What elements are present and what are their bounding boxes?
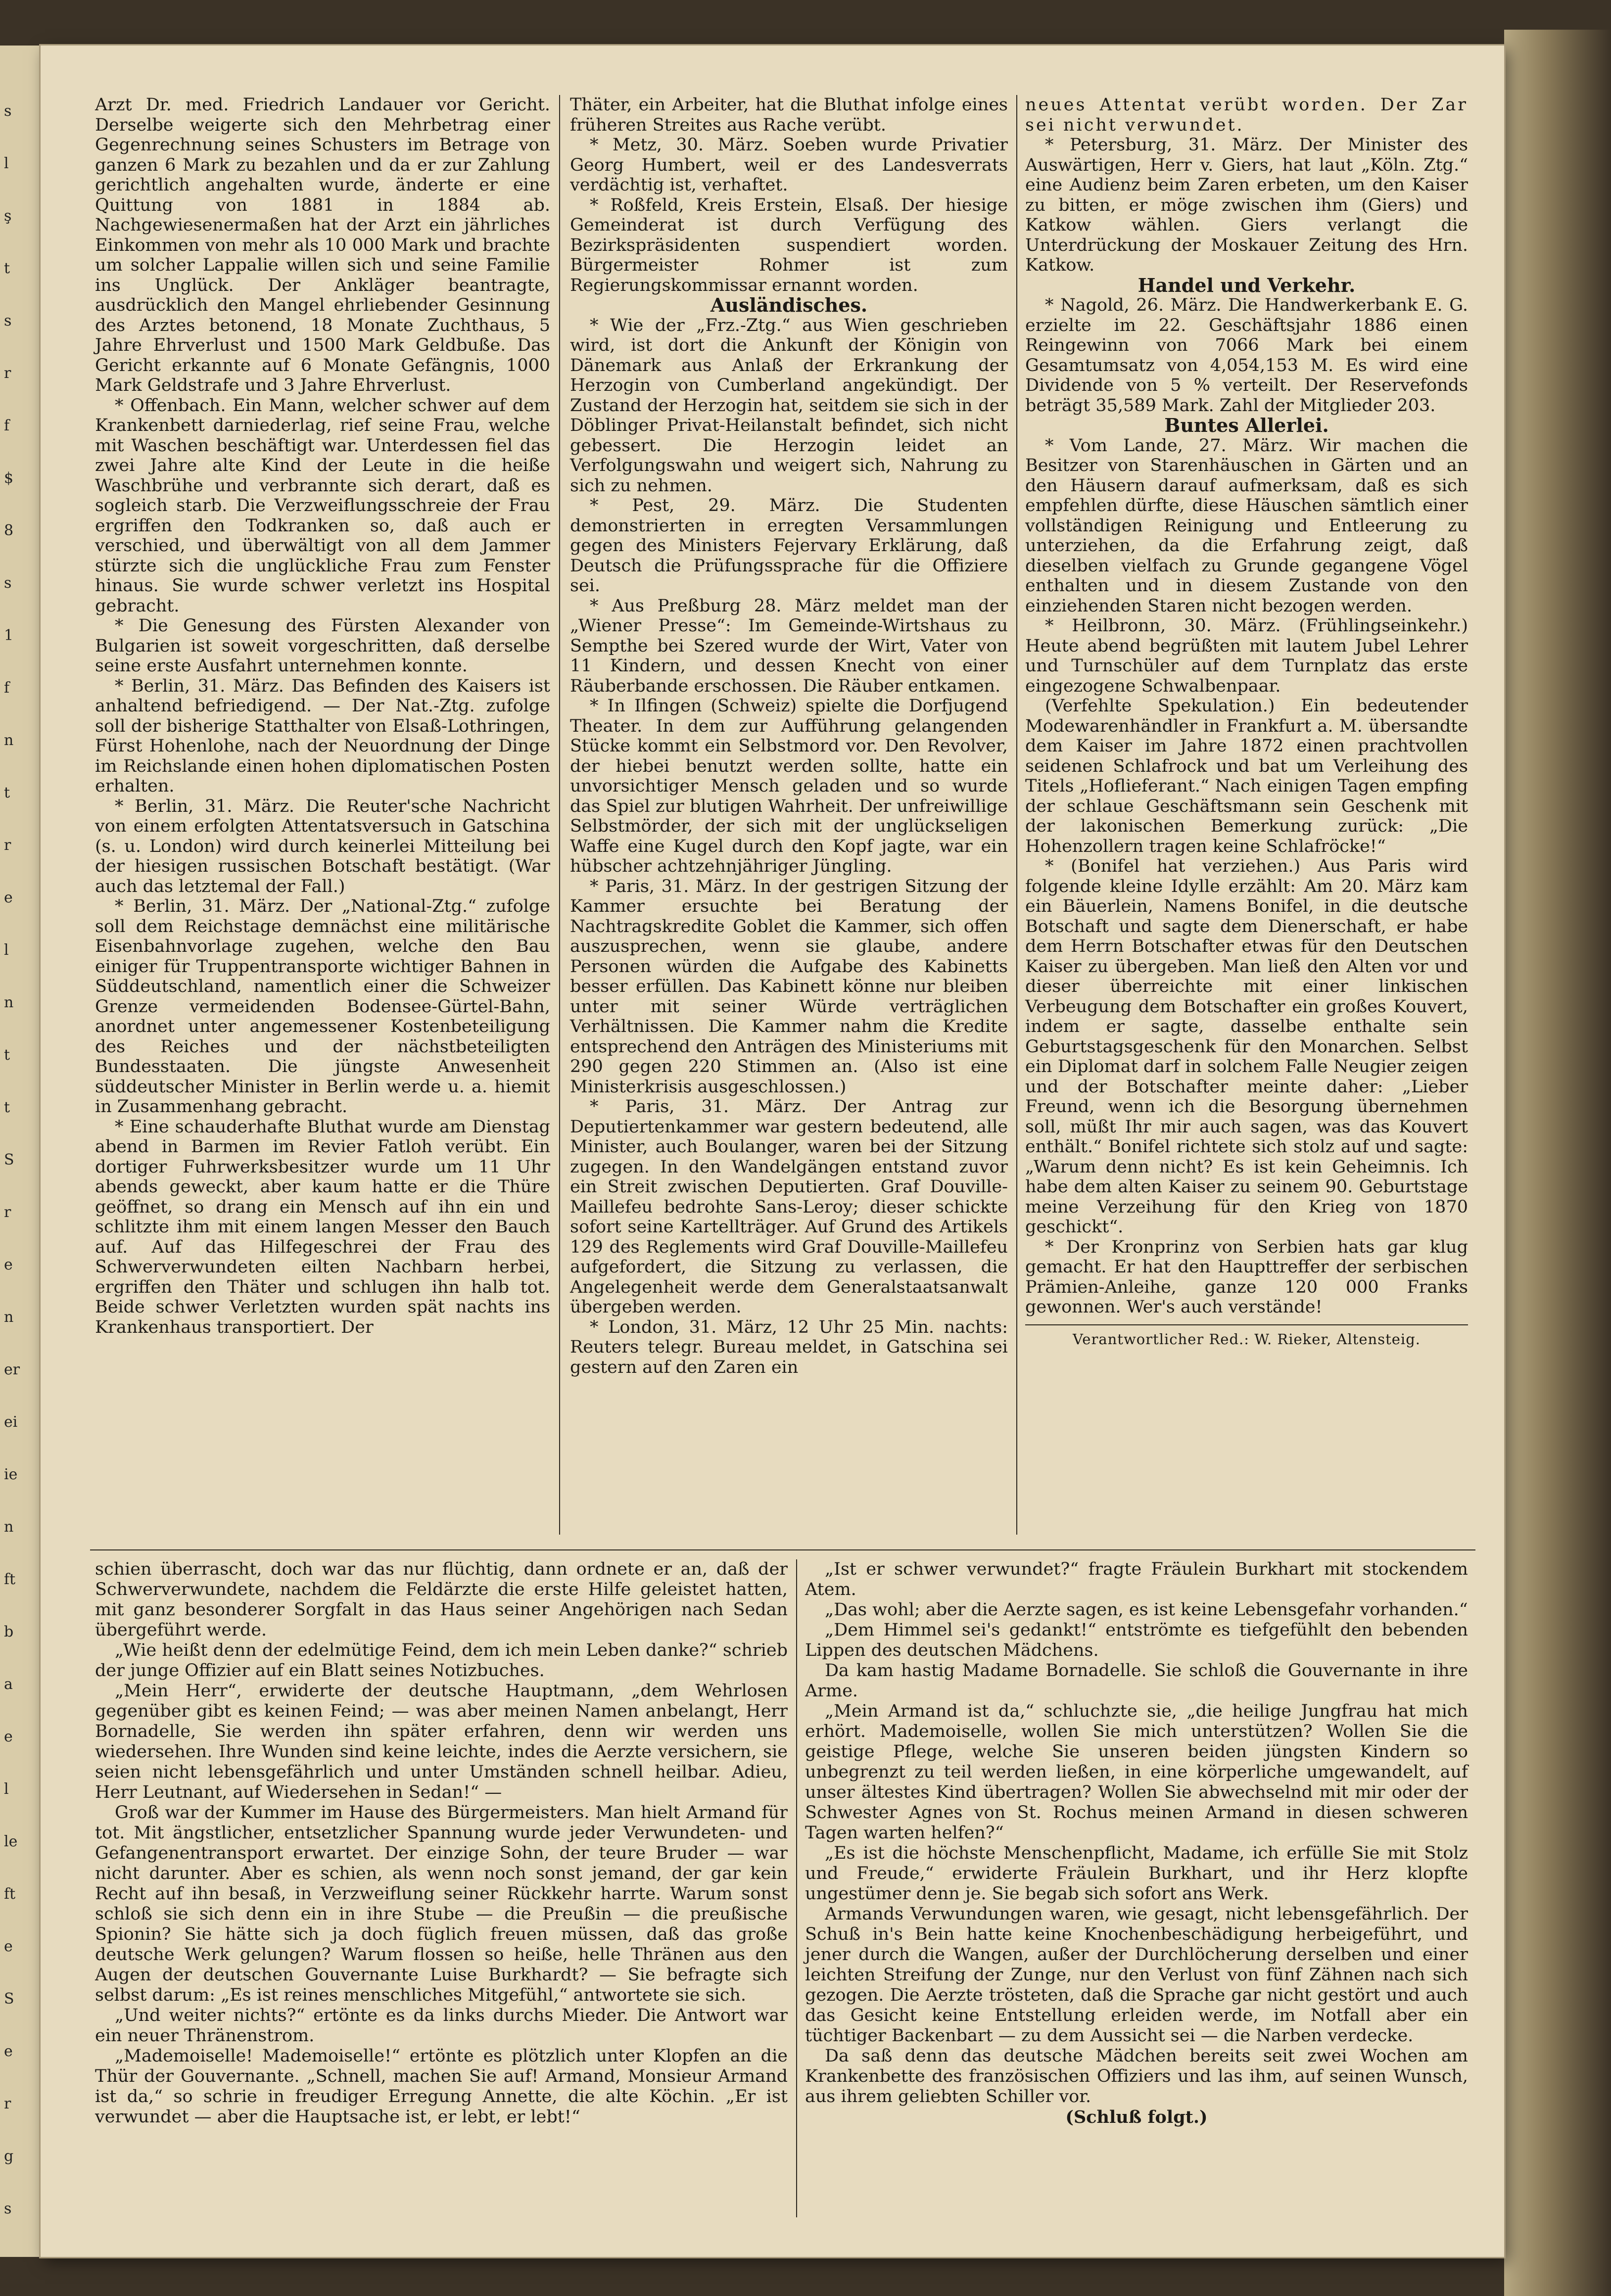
margin-fragment: a <box>4 1676 13 1693</box>
margin-fragment: r <box>4 2095 11 2112</box>
section-heading: Handel und Verkehr. <box>1137 274 1356 296</box>
section-heading: Ausländisches. <box>710 294 868 316</box>
margin-fragment: 8 <box>4 522 14 539</box>
article-paragraph: * Berlin, 31. März. Der „National-Ztg.“ zufolge soll dem Reichstage demnächst eine militärische Eisenbahnvorlage zugehen, welche den Bau einiger für Truppentransporte wichtiger Bahnen in Süddeutschland, namentlich einer die Schweizer Grenze vermeidenden Bodensee-Gürtel-Bahn, anordnet unter angemessener Kostenbeteiligung des Reiches und der nächstbeteiligten Bundesstaaten. Die jüngste Anwesenheit süddeutscher Minister in Berlin werde u. a. hiemit in Zusammenhang gebracht. <box>95 896 550 1117</box>
article-paragraph: „Es ist die höchste Menschenpflicht, Madame, ich erfülle Sie mit Stolz und Freude,“ erwiderte Fräulein Burkhart, und ihr Herz klopfte ungestümer denn je. Sie begab sich sofort ans Werk. <box>805 1843 1468 1904</box>
column-divider <box>1016 95 1017 1535</box>
margin-fragment: n <box>4 994 14 1011</box>
column-2 <box>570 95 1008 1377</box>
editor-imprint: Verantwortlicher Red.: W. Rieker, Altensteig. <box>1073 1330 1421 1348</box>
article-paragraph: * Heilbronn, 30. März. (Frühlingseinkehr.) Heute abend begrüßten mit lautem Jubel Lehrer und Turnschüler auf dem Turnplatz das erste eingezogene Schwalbenpaar. <box>1025 616 1468 696</box>
book-edge <box>1504 30 1611 2296</box>
newspaper-page <box>41 46 1504 2257</box>
article-paragraph: „Dem Himmel sei's gedankt!“ entströmte es tiefgefühlt den bebenden Lippen des deutschen Mädchens. <box>805 1620 1468 1660</box>
margin-fragment: S <box>4 1990 14 2008</box>
article-paragraph: * Pest, 29. März. Die Studenten demonstrierten in erregten Versammlungen gegen des Ministers Fejervary Erklärung, daß Deutsch die Prüfungssprache für die Offiziere sei. <box>570 496 1008 596</box>
article-paragraph: * Roßfeld, Kreis Erstein, Elsaß. Der hiesige Gemeinderat ist durch Verfügung des Bezirkspräsidenten suspendiert worden. Bürgermeister Rohmer ist zum Regierungskommissar ernannt worden. <box>570 195 1008 295</box>
imprint-rule <box>1025 1324 1468 1325</box>
margin-fragment: e <box>4 889 13 906</box>
feuilleton-rule <box>90 1549 1475 1550</box>
article-paragraph: * Berlin, 31. März. Das Befinden des Kaisers ist anhaltend befriedigend. — Der Nat.-Ztg. zufolge soll der bisherige Statthalter von Elsaß-Lothringen, Fürst Hohenlohe, nach der Neuordnung der Dinge im Reichslande einen hohen diplomatischen Posten erhalten. <box>95 676 550 796</box>
margin-fragment: r <box>4 837 11 854</box>
article-paragraph: * Aus Preßburg 28. März meldet man der „Wiener Presse“: Im Gemeinde-Wirtshaus zu Sempthe bei Szered wurde der Wirt, Vater von 11 Kindern, und dessen Knecht von einer Räuberbande erschossen. Die Räuber entkamen. <box>570 596 1008 696</box>
margin-fragment: l <box>4 941 9 959</box>
margin-fragment: ft <box>4 1885 16 1903</box>
article-paragraph: neues Attentat verübt worden. Der Zar sei nicht verwundet. <box>1025 95 1468 135</box>
margin-fragment: er <box>4 1361 20 1378</box>
article-paragraph: Arzt Dr. med. Friedrich Landauer vor Gericht. Derselbe weigerte sich den Mehrbetrag einer Gegenrechnung seines Schusters im Betrage von ganzen 6 Mark zu bezahlen und da er zur Zahlung gerichtlich angehalten wurde, änderte er eine Quittung von 1881 in 1884 ab. Nachgewiesenermaßen hat der Arzt ein jährliches Einkommen von mehr als 10 000 Mark und brachte um solcher Lappalie willen sich und seine Familie ins Unglück. Der Ankläger beantragte, ausdrücklich den Mangel ehrliebender Gesinnung des Arztes betonend, 18 Monate Zuchthaus, 5 Jahre Ehrverlust und 1500 Mark Geldbuße. Das Gericht erkannte auf 6 Monate Gefängnis, 1000 Mark Geldstrafe und 3 Jahre Ehrverlust. <box>95 95 550 395</box>
article-paragraph: * Wie der „Frz.-Ztg.“ aus Wien geschrieben wird, ist dort die Ankunft der Königin von Dänemark aus Anlaß der Erkrankung der Herzogin von Cumberland angekündigt. Der Zustand der Herzogin hat, seitdem sie sich in der Döblinger Privat-Heilanstalt befindet, sich nicht gebessert. Die Herzogin leidet an Verfolgungswahn und weigert sich, Nahrung zu sich zu nehmen. <box>570 315 1008 496</box>
margin-fragment: le <box>4 1833 18 1850</box>
article-paragraph: * In Ilfingen (Schweiz) spielte die Dorfjugend Theater. In dem zur Aufführung gelangenden Stücke kommt ein Selbstmord vor. Den Revolver, der hiebei benutzt werden sollte, hatte ein unvorsichtiger Mensch geladen und so wurde das Spiel zur blutigen Wahrheit. Der unfreiwillige Selbstmörder, der sich mit der unglückseligen Waffe eine Kugel durch den Kopf jagte, war ein hübscher achtzehnjähriger Jüngling. <box>570 696 1008 876</box>
article-paragraph: „Mein Armand ist da,“ schluchzte sie, „die heilige Jungfrau hat mich erhört. Mademoiselle, wollen Sie mich unterstützen? Wollen Sie die geistige Pflege, welche Sie unseren beiden jüngsten Kindern so unbegrenzt zu teil werden ließen, in eine körperliche umgewandelt, auf unser ältestes Kind übertragen? Wollen Sie abwechselnd mit mir oder der Schwester Agnes von St. Rochus meinen Armand in diesen schweren Tagen warten helfen?“ <box>805 1701 1468 1843</box>
margin-fragment: n <box>4 732 14 749</box>
article-paragraph: * Petersburg, 31. März. Der Minister des Auswärtigen, Herr v. Giers, hat laut „Köln. Ztg.“ eine Audienz beim Zaren erbeten, um den Kaiser zu bitten, er möge zwischen ihm (Giers) und Katkow wählen. Giers verlangt die Unterdrückung der Moskauer Zeitung des Hrn. Katkow. <box>1025 135 1468 275</box>
margin-fragment: e <box>4 1938 13 1955</box>
margin-fragment: f <box>4 679 10 697</box>
article-paragraph: * Offenbach. Ein Mann, welcher schwer auf dem Krankenbett darniederlag, rief seine Frau, welche mit Waschen beschäftigt war. Unterdessen fiel das zwei Jahre alte Kind der Leute in die heiße Waschbrühe und verbrannte sich derart, daß es sogleich starb. Die Verzweiflungsschreie der Frau ergriffen den Todkranken so, daß auch er verschied, und überwältigt von all dem Jammer stürzte sich die unglückliche Frau zum Fenster hinaus. Sie wurde schwer verletzt ins Hospital gebracht. <box>95 395 550 616</box>
margin-fragment: ft <box>4 1571 16 1588</box>
article-paragraph: „Das wohl; aber die Aerzte sagen, es ist keine Lebensgefahr vorhanden.“ <box>825 1600 1468 1620</box>
margin-fragment: s <box>4 102 12 120</box>
margin-fragment: r <box>4 1204 11 1221</box>
margin-fragment: t <box>4 784 10 801</box>
article-paragraph: * Vom Lande, 27. März. Wir machen die Besitzer von Starenhäuschen in Gärten und an den Häusern darauf aufmerksam, daß es sich empfehlen dürfte, diese Häuschen sämtlich einer vollständigen Reinigung und Entleerung zu unterziehen, da die Erfahrung zeigt, daß dieselben vielfach zu Grunde gegangene Vögel enthalten und in diesem Zustande von den einziehenden Staren nicht bezogen werden. <box>1025 435 1468 616</box>
column-3 <box>1025 95 1468 1349</box>
article-paragraph: „Wie heißt denn der edelmütige Feind, dem ich mein Leben danke?“ schrieb der junge Offizier auf ein Blatt seines Notizbuches. <box>95 1640 788 1681</box>
margin-fragment: t <box>4 1099 10 1116</box>
margin-fragment: n <box>4 1518 14 1536</box>
article-paragraph: * Metz, 30. März. Soeben wurde Privatier Georg Humbert, weil er des Landesverrats verdächtig ist, verhaftet. <box>570 135 1008 195</box>
margin-fragment: s <box>4 574 12 592</box>
article-paragraph: * Eine schauderhafte Bluthat wurde am Dienstag abend in Barmen im Revier Fatloh verübt. Ein dortiger Fuhrwerksbesitzer wurde um 11 Uhr abends geweckt, aber kaum hatte er die Thüre geöffnet, so drang ein Mensch auf ihn ein und schlitzte ihm mit einem langen Messer den Bauch auf. Auf das Hilfegeschrei der Frau des Schwerverwundeten eilten Nachbarn herbei, ergriffen den Thäter und schlugen ihn halb tot. Beide schwer Verletzten wurden spät nachts ins Krankenhaus transportiert. Der <box>95 1117 550 1337</box>
article-paragraph: „Ist er schwer verwundet?“ fragte Fräulein Burkhart mit stockendem Atem. <box>805 1559 1468 1599</box>
article-paragraph: Da saß denn das deutsche Mädchen bereits seit zwei Wochen am Krankenbette des französischen Offiziers und las ihm, auf seinen Wunsch, aus ihrem geliebten Schiller vor. <box>805 2046 1468 2107</box>
column-1 <box>95 95 550 1337</box>
margin-fragment: 1 <box>4 627 14 644</box>
margin-fragment: b <box>4 1623 14 1640</box>
margin-fragment: ie <box>4 1466 18 1483</box>
article-paragraph: Thäter, ein Arbeiter, hat die Bluthat infolge eines früheren Streites aus Rache verübt. <box>570 95 1008 135</box>
feuilleton-left <box>95 1559 788 2127</box>
article-paragraph: schien überrascht, doch war das nur flüchtig, dann ordnete er an, daß der Schwerverwundete, nachdem die Feldärzte die erste Hilfe geleistet hatten, mit ganz besonderer Sorgfalt in das Haus seiner Angehörigen nach Sedan übergeführt werde. <box>95 1559 788 1640</box>
article-paragraph: „Mein Herr“, erwiderte der deutsche Hauptmann, „dem Wehrlosen gegenüber gibt es keinen Feind; — was aber meinen Namen anbelangt, Herr Bornadelle, Sie werden ihn später erfahren, denn wir werden uns wiedersehen. Ihre Wunden sind keine leichte, indes die Aerzte versichern, sie seien nicht lebensgefährlich und unter Umständen schnell heilbar. Adieu, Herr Leutnant, auf Wiedersehen in Sedan!“ — <box>95 1681 788 1802</box>
margin-fragment: e <box>4 1728 13 1745</box>
margin-fragment: n <box>4 1309 14 1326</box>
margin-fragment: f <box>4 417 10 434</box>
margin-fragment: S <box>4 1151 14 1169</box>
margin-fragment: s <box>4 2200 12 2217</box>
section-heading: Buntes Allerlei. <box>1164 414 1329 436</box>
article-paragraph: (Verfehlte Spekulation.) Ein bedeutender Modewarenhändler in Frankfurt a. M. übersandte dem Kaiser im Jahre 1872 einen prachtvollen seidenen Schlafrock und bat um Verleihung des Titels „Hoflieferant.“ Nach einigen Tagen empfing der schlaue Geschäftsmann sein Geschenk mit der lakonischen Bemerkung zurück: „Die Hohenzollern tragen keine Schlafröcke!“ <box>1025 696 1468 856</box>
margin-fragment: r <box>4 365 11 382</box>
article-paragraph: Da kam hastig Madame Bornadelle. Sie schloß die Gouvernante in ihre Arme. <box>805 1661 1468 1701</box>
margin-fragment: ş <box>4 207 12 225</box>
column-divider <box>559 95 560 1535</box>
article-paragraph: Armands Verwundungen waren, wie gesagt, nicht lebensgefährlich. Der Schuß in's Bein hatte keine Knochenbeschädigung herbeigeführt, und jener durch die Wangen, außer der Durchlöcherung derselben und einer leichten Streifung der Zunge, nur den Verlust von fünf Zähnen nach sich gezogen. Die Aerzte trösteten, daß die Sprache gar nicht gestört und auch das Gesicht keine Entstellung erleiden werde, im Notfall aber ein tüchtiger Backenbart — zu dem Aussicht sei — die Narben verdecke. <box>805 1904 1468 2046</box>
margin-fragment: l <box>4 1781 9 1798</box>
continued-note: (Schluß folgt.) <box>1065 2107 1208 2127</box>
article-paragraph: * Die Genesung des Fürsten Alexander von Bulgarien ist soweit vorgeschritten, daß derselbe seine erste Ausfahrt unternehmen konnte. <box>95 616 550 676</box>
margin-fragment: g <box>4 2148 14 2165</box>
margin-fragment: s <box>4 312 12 329</box>
article-paragraph: * Der Kronprinz von Serbien hats gar klug gemacht. Er hat den Haupttreffer der serbischen Prämien-Anleihe, ganze 120 000 Franks gewonnen. Wer's auch verstände! <box>1025 1237 1468 1317</box>
margin-fragment: ei <box>4 1413 18 1431</box>
feuilleton-right <box>805 1559 1468 2127</box>
article-paragraph: * Paris, 31. März. Der Antrag zur Deputiertenkammer war gestern bedeutend, alle Minister, auch Boulanger, waren bei der Sitzung zugegen. In den Wandelgängen entstand zuvor ein Streit zwischen Deputierten. Graf Douville-Maillefeu bedrohte Sans-Leroy; dieser schickte sofort seine Kartellträger. Auf Grund des Artikels 129 des Reglements wird Graf Douville-Maillefeu aufgefordert, die Sitzung zu verlassen, die Angelegenheit werde dem Generalstaatsanwalt übergeben werden. <box>570 1097 1008 1317</box>
article-paragraph: * (Bonifel hat verziehen.) Aus Paris wird folgende kleine Idylle erzählt: Am 20. März kam ein Bäuerlein, Namens Bonifel, in die deutsche Botschaft und sagte dem Dienerschaft, er habe dem Herrn Botschafter etwas für den Deutschen Kaiser zu übergeben. Man ließ den Alten vor und dieser überreichte mit einer linkischen Verbeugung dem Botschafter ein großes Kouvert, indem er sagte, dasselbe enthalte sein Geburtstagsgeschenk für den Monarchen. Selbst ein Diplomat darf in solchem Falle Neugier zeigen und der Botschafter meinte daher: „Lieber Freund, wenn ich die Besorgung übernehmen soll, müßt Ihr mir auch sagen, was das Kouvert enthält.“ Bonifel richtete sich stolz auf und sagte: „Warum denn nicht? Es ist kein Geheimnis. Ich habe dem alten Kaiser zu seinem 90. Geburtstage meine Verzeihung für den Krieg von 1870 geschickt“. <box>1025 856 1468 1237</box>
article-paragraph: * Berlin, 31. März. Die Reuter'sche Nachricht von einem erfolgten Attentatsversuch in Gatschina (s. u. London) wird durch keinerlei Mitteilung bei der hiesigen russischen Botschaft bestätigt. (War auch das letztemal der Fall.) <box>95 796 550 896</box>
margin-fragment: e <box>4 2043 13 2060</box>
article-paragraph: * Nagold, 26. März. Die Handwerkerbank E. G. erzielte im 22. Geschäftsjahr 1886 einen Reingewinn von 7066 Mark bei einem Gesamtumsatz von 4,054,153 M. Es wird eine Dividende von 5 % verteilt. Der Reservefonds beträgt 35,589 Mark. Zahl der Mitglieder 203. <box>1025 295 1468 416</box>
margin-fragment: t <box>4 1046 10 1064</box>
article-paragraph: * London, 31. März, 12 Uhr 25 Min. nachts: Reuters telegr. Bureau meldet, in Gatschina sei gestern auf den Zaren ein <box>570 1317 1008 1377</box>
column-divider <box>796 1559 797 2217</box>
article-paragraph: „Und weiter nichts?“ ertönte es da links durchs Mieder. Die Antwort war ein neuer Thränenstrom. <box>95 2006 788 2046</box>
article-paragraph: „Mademoiselle! Mademoiselle!“ ertönte es plötzlich unter Klopfen an die Thür der Gouvernante. „Schnell, machen Sie auf! Armand, Monsieur Armand ist da,“ so schrie in freudiger Erregung Annette, die alte Köchin. „Er ist verwundet — aber die Hauptsache ist, er lebt, er lebt!“ <box>95 2046 788 2127</box>
article-paragraph: Groß war der Kummer im Hause des Bürgermeisters. Man hielt Armand für tot. Mit ängstlicher, entsetzlicher Spannung wurde jeder Verwundeten- und Gefangenentransport erwartet. Der einzige Sohn, der teure Bruder — war nicht darunter. Aber es schien, als wenn noch sonst jemand, der gar kein Recht auf ihn besaß, in Verzweiflung seiner Rückkehr harrte. Warum sonst schloß sie sich denn ein in ihre Stube — die Preußin — die preußische Spionin? Sie hätte sich ja doch füglich freuen müssen, daß das große deutsche Werk gelungen? Warum flossen so heiße, helle Thränen aus den Augen der deutschen Gouvernante Luise Burkhardt? — Sie befragte sich selbst darum: „Es ist reines menschliches Mitgefühl,“ antwortete sie sich. <box>95 1803 788 2005</box>
margin-fragment: l <box>4 155 9 172</box>
margin-fragment: t <box>4 260 10 277</box>
article-paragraph: * Paris, 31. März. In der gestrigen Sitzung der Kammer ersuchte bei Beratung der Nachtragskredite Goblet die Kammer, sich offen auszusprechen, wenn sie glaube, andere Personen würden die Aufgabe des Kabinetts besser erfüllen. Das Kabinett könne nur bleiben unter mit seiner Würde verträglichen Verhältnissen. Die Kammer nahm die Kredite entsprechend den Anträgen des Ministeriums mit 290 gegen 220 Stimmen an. (Also ist eine Ministerkrisis ausgeschlossen.) <box>570 876 1008 1097</box>
margin-fragment: e <box>4 1256 13 1273</box>
margin-fragment: $ <box>4 469 14 487</box>
